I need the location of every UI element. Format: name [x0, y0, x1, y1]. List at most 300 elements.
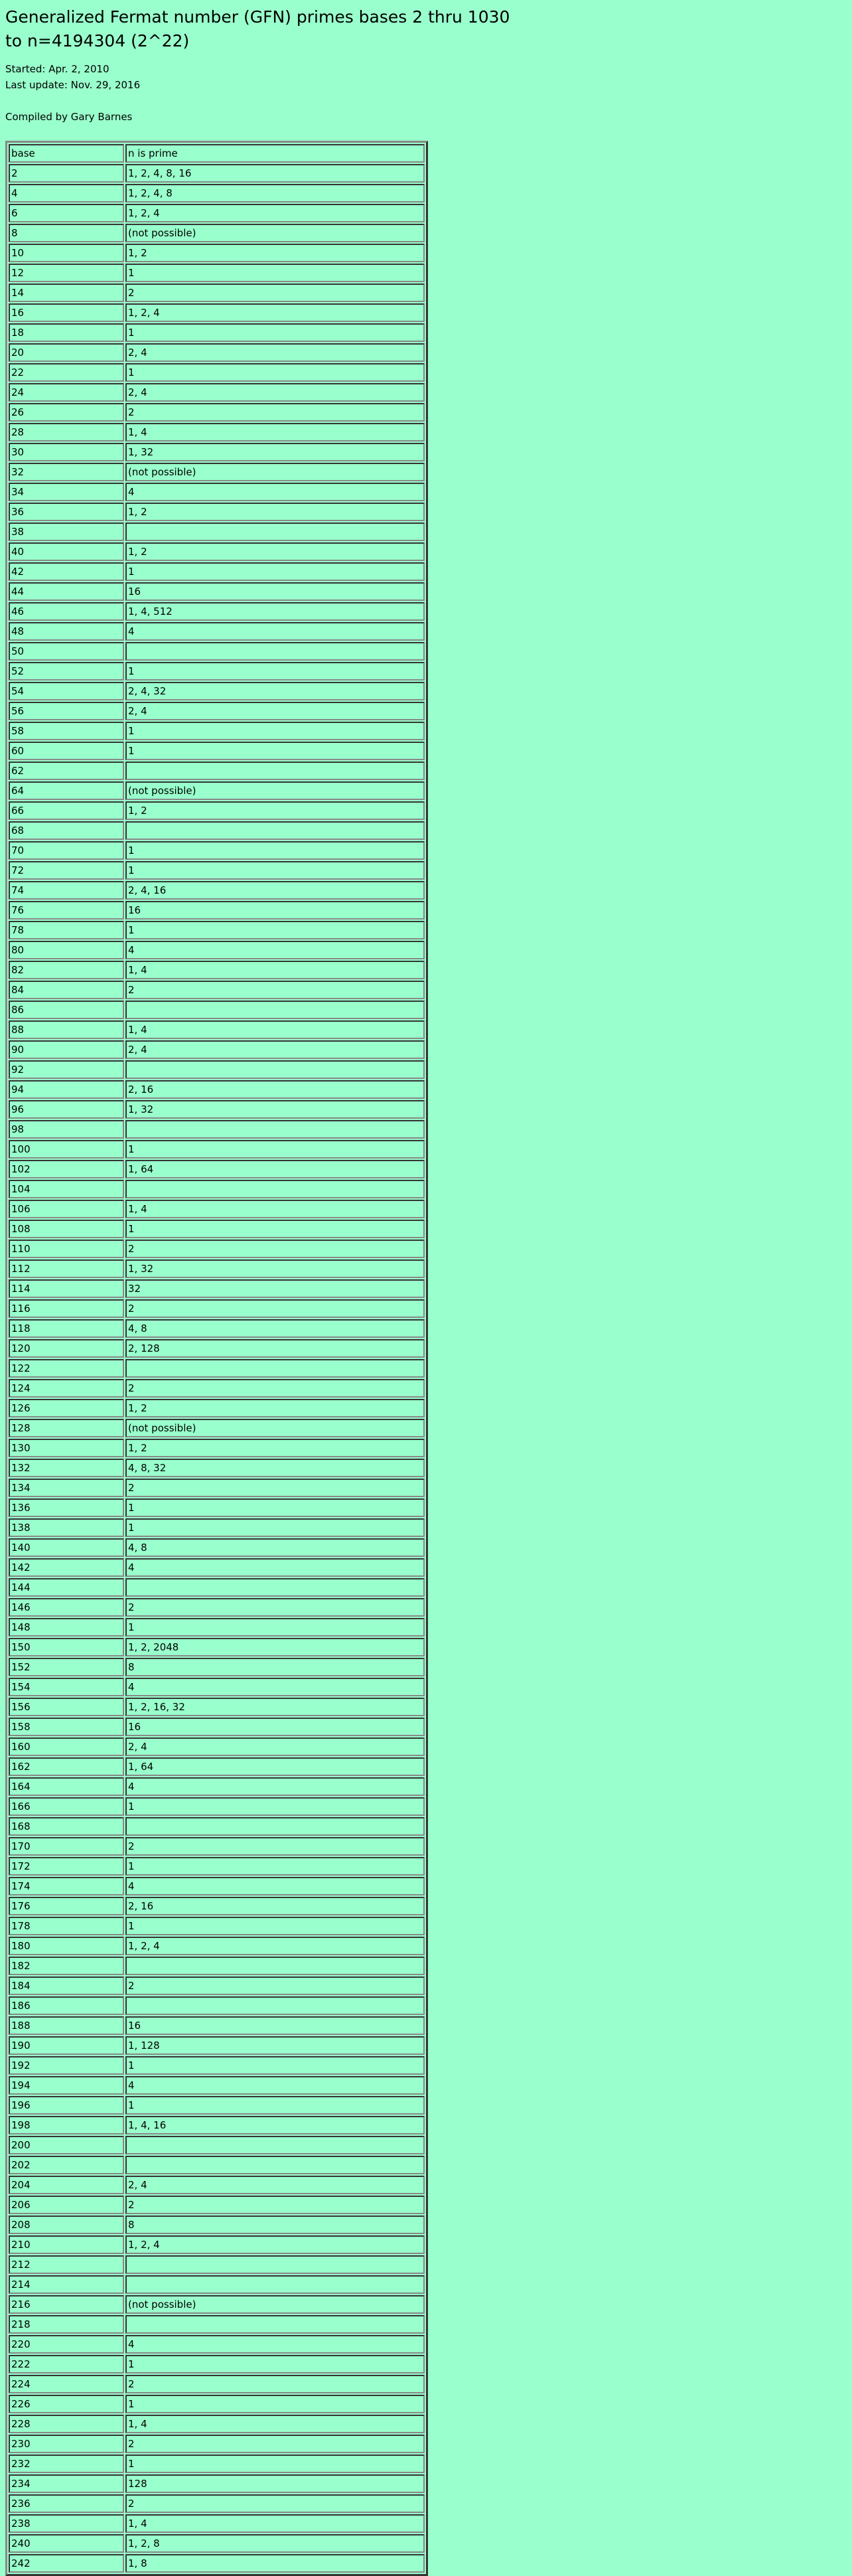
n-is-prime-cell: 2, 4: [125, 1737, 425, 1756]
base-cell: 98: [9, 1120, 124, 1139]
base-cell: 162: [9, 1757, 124, 1776]
n-is-prime-cell: 1: [125, 2056, 425, 2075]
n-is-prime-cell: 1, 2, 4, 8, 16: [125, 164, 425, 183]
n-is-prime-cell: (not possible): [125, 2295, 425, 2314]
base-cell: 152: [9, 1658, 124, 1676]
base-cell: 180: [9, 1937, 124, 1955]
base-cell: 104: [9, 1180, 124, 1198]
n-is-prime-cell: 1: [125, 1518, 425, 1537]
table-row: [9, 1718, 425, 1736]
table-row: [9, 1698, 425, 1716]
base-cell: 164: [9, 1777, 124, 1796]
base-cell: 226: [9, 2395, 124, 2413]
base-cell: 12: [9, 264, 124, 282]
base-cell: 50: [9, 642, 124, 661]
page-title: [5, 5, 852, 53]
base-cell: 44: [9, 582, 124, 601]
n-is-prime-cell: 1: [125, 921, 425, 939]
base-cell: 172: [9, 1857, 124, 1876]
n-is-prime-cell: 16: [125, 582, 425, 601]
table-row: [9, 801, 425, 820]
table-row: [9, 323, 425, 342]
n-is-prime-cell: 1: [125, 1140, 425, 1159]
table-row: [9, 821, 425, 840]
base-cell: 118: [9, 1319, 124, 1338]
table-row: [9, 981, 425, 999]
table-row: [9, 2016, 425, 2035]
table-row: [9, 1319, 425, 1338]
n-is-prime-cell: 1: [125, 861, 425, 880]
table-row: [9, 1757, 425, 1776]
base-cell: 200: [9, 2136, 124, 2154]
table-row: [9, 483, 425, 501]
base-cell: 148: [9, 1618, 124, 1637]
base-cell: 100: [9, 1140, 124, 1159]
table-row: [9, 881, 425, 900]
base-cell: 84: [9, 981, 124, 999]
n-is-prime-cell: 2: [125, 1598, 425, 1617]
base-cell: 74: [9, 881, 124, 900]
base-cell: 46: [9, 602, 124, 621]
n-is-prime-cell: 1, 4, 512: [125, 602, 425, 621]
table-row: [9, 1439, 425, 1457]
table-row: [9, 244, 425, 262]
table-row: [9, 1379, 425, 1398]
table-row: [9, 642, 425, 661]
n-is-prime-cell: 1: [125, 2096, 425, 2115]
base-cell: 66: [9, 801, 124, 820]
base-cell: 120: [9, 1339, 124, 1358]
n-is-prime-cell: 1, 4: [125, 2415, 425, 2433]
n-is-prime-cell: 2: [125, 2435, 425, 2453]
base-cell: 30: [9, 443, 124, 461]
table-row: [9, 702, 425, 720]
table-row: [9, 582, 425, 601]
n-is-prime-cell: 1, 2, 8: [125, 2534, 425, 2553]
base-cell: 4: [9, 184, 124, 202]
base-cell: 124: [9, 1379, 124, 1398]
n-is-prime-cell: 4, 8, 32: [125, 1459, 425, 1477]
base-cell: 132: [9, 1459, 124, 1477]
base-cell: 76: [9, 901, 124, 920]
n-is-prime-cell: 8: [125, 2215, 425, 2234]
title-line-1: Generalized Fermat number (GFN) primes bases 2 thru 1030: [5, 7, 510, 27]
base-cell: 26: [9, 403, 124, 422]
table-row: [9, 1837, 425, 1856]
table-row: [9, 542, 425, 561]
table-row: [9, 463, 425, 481]
base-cell: 188: [9, 2016, 124, 2035]
n-is-prime-cell: [125, 2275, 425, 2294]
base-cell: 234: [9, 2474, 124, 2493]
table-row: [9, 1339, 425, 1358]
base-cell: 176: [9, 1897, 124, 1915]
table-row: [9, 941, 425, 959]
base-cell: 102: [9, 1160, 124, 1178]
n-is-prime-cell: 4: [125, 941, 425, 959]
n-is-prime-cell: 4: [125, 1877, 425, 1895]
base-cell: 112: [9, 1259, 124, 1278]
table-row: [9, 1897, 425, 1915]
table-row: [9, 562, 425, 581]
n-is-prime-cell: 1: [125, 1797, 425, 1816]
base-cell: 58: [9, 722, 124, 740]
n-is-prime-cell: 1: [125, 662, 425, 681]
n-is-prime-cell: 2: [125, 2196, 425, 2214]
table-row: [9, 2036, 425, 2055]
table-row: [9, 1479, 425, 1497]
n-is-prime-cell: 2: [125, 1299, 425, 1318]
n-is-prime-cell: [125, 1817, 425, 1836]
n-is-prime-cell: 1, 2, 4: [125, 204, 425, 222]
n-is-prime-cell: 1, 2, 4, 8: [125, 184, 425, 202]
table-row: [9, 742, 425, 760]
title-line-2: to n=4194304 (2^22): [5, 31, 190, 50]
base-cell: 142: [9, 1558, 124, 1577]
base-cell: 6: [9, 204, 124, 222]
base-cell: 36: [9, 503, 124, 521]
base-cell: 10: [9, 244, 124, 262]
table-row: [9, 1777, 425, 1796]
table-row: [9, 781, 425, 800]
table-row: [9, 363, 425, 382]
table-row: [9, 662, 425, 681]
n-is-prime-cell: 1, 2, 2048: [125, 1638, 425, 1656]
table-row: [9, 224, 425, 242]
table-row: [9, 1200, 425, 1218]
base-cell: 166: [9, 1797, 124, 1816]
table-row: [9, 2494, 425, 2513]
base-cell: 150: [9, 1638, 124, 1656]
n-is-prime-cell: 1, 2: [125, 244, 425, 262]
n-is-prime-cell: 2: [125, 1379, 425, 1398]
table-row: [9, 1817, 425, 1836]
table-row: [9, 1976, 425, 1995]
n-is-prime-cell: (not possible): [125, 781, 425, 800]
n-is-prime-cell: 2, 4: [125, 1040, 425, 1059]
n-is-prime-cell: 2, 4, 16: [125, 881, 425, 900]
n-is-prime-cell: 2: [125, 1976, 425, 1995]
table-row: [9, 2435, 425, 2453]
n-is-prime-cell: 1, 4: [125, 2514, 425, 2533]
n-is-prime-cell: 32: [125, 1279, 425, 1298]
base-cell: 8: [9, 224, 124, 242]
n-is-prime-cell: 1, 32: [125, 1100, 425, 1119]
table-row: [9, 1917, 425, 1935]
n-is-prime-cell: 1, 32: [125, 1259, 425, 1278]
n-is-prime-cell: 1, 2: [125, 542, 425, 561]
table-row: [9, 1538, 425, 1557]
table-row: [9, 921, 425, 939]
base-cell: 228: [9, 2415, 124, 2433]
table-row: [9, 1618, 425, 1637]
n-is-prime-cell: 4: [125, 622, 425, 641]
base-cell: 24: [9, 383, 124, 402]
n-is-prime-cell: 1, 2: [125, 1399, 425, 1417]
table-row: [9, 1080, 425, 1099]
table-row: [9, 264, 425, 282]
table-row: [9, 1598, 425, 1617]
n-is-prime-cell: 2: [125, 2375, 425, 2393]
n-is-prime-cell: [125, 2136, 425, 2154]
table-row: [9, 1020, 425, 1039]
n-is-prime-cell: [125, 1060, 425, 1079]
table-row: [9, 2295, 425, 2314]
n-is-prime-cell: 1, 4: [125, 1200, 425, 1218]
n-is-prime-cell: 16: [125, 2016, 425, 2035]
base-cell: 192: [9, 2056, 124, 2075]
table-row: [9, 2116, 425, 2134]
table-row: [9, 1877, 425, 1895]
n-is-prime-cell: 1, 2, 16, 32: [125, 1698, 425, 1716]
n-is-prime-cell: 1, 4: [125, 961, 425, 979]
table-row: [9, 722, 425, 740]
table-row: [9, 164, 425, 183]
n-is-prime-cell: 2, 4, 32: [125, 682, 425, 700]
table-row: [9, 2375, 425, 2393]
base-cell: 194: [9, 2076, 124, 2095]
base-cell: 18: [9, 323, 124, 342]
table-row: [9, 1957, 425, 1975]
n-is-prime-cell: 1, 2, 4: [125, 303, 425, 322]
n-is-prime-cell: 2, 128: [125, 1339, 425, 1358]
n-is-prime-cell: 2: [125, 2494, 425, 2513]
n-is-prime-cell: [125, 1359, 425, 1378]
table-row: [9, 602, 425, 621]
n-is-prime-cell: 1: [125, 1220, 425, 1238]
base-cell: 216: [9, 2295, 124, 2314]
table-row: [9, 2235, 425, 2254]
n-is-prime-cell: [125, 1578, 425, 1597]
n-is-prime-cell: [125, 762, 425, 780]
table-row: [9, 1180, 425, 1198]
table-row: [9, 1419, 425, 1437]
base-cell: 20: [9, 343, 124, 362]
n-is-prime-cell: 1, 2: [125, 801, 425, 820]
gfn-primes-table: [5, 141, 428, 2576]
table-row: [9, 1040, 425, 1059]
n-is-prime-cell: [125, 2315, 425, 2334]
n-is-prime-cell: 2, 4: [125, 383, 425, 402]
base-cell: 40: [9, 542, 124, 561]
n-is-prime-cell: 2: [125, 1240, 425, 1258]
base-cell: 48: [9, 622, 124, 641]
n-is-prime-cell: 1: [125, 1917, 425, 1935]
base-cell: 184: [9, 1976, 124, 1995]
base-cell: 16: [9, 303, 124, 322]
n-is-prime-cell: [125, 821, 425, 840]
base-cell: 14: [9, 283, 124, 302]
table-row: [9, 682, 425, 700]
base-cell: 208: [9, 2215, 124, 2234]
base-cell: 236: [9, 2494, 124, 2513]
table-row: [9, 2474, 425, 2493]
base-cell: 114: [9, 1279, 124, 1298]
table-row: [9, 1299, 425, 1318]
n-is-prime-cell: 4, 8: [125, 1538, 425, 1557]
base-cell: 78: [9, 921, 124, 939]
table-row: [9, 762, 425, 780]
base-cell: 170: [9, 1837, 124, 1856]
base-cell: 242: [9, 2554, 124, 2573]
base-cell: 210: [9, 2235, 124, 2254]
table-row: [9, 403, 425, 422]
n-is-prime-cell: 2: [125, 283, 425, 302]
table-row: [9, 2215, 425, 2234]
base-cell: 154: [9, 1678, 124, 1696]
table-row: [9, 1518, 425, 1537]
n-is-prime-cell: 8: [125, 1658, 425, 1676]
table-row: [9, 423, 425, 442]
n-is-prime-cell: 1, 64: [125, 1160, 425, 1178]
base-cell: 28: [9, 423, 124, 442]
n-is-prime-cell: [125, 1180, 425, 1198]
n-is-prime-cell: 1: [125, 363, 425, 382]
n-is-prime-cell: (not possible): [125, 224, 425, 242]
n-is-prime-cell: 2, 4: [125, 2176, 425, 2194]
base-cell: 106: [9, 1200, 124, 1218]
table-row: [9, 1220, 425, 1238]
table-row: [9, 1100, 425, 1119]
table-row: [9, 1240, 425, 1258]
base-cell: 88: [9, 1020, 124, 1039]
base-cell: 212: [9, 2255, 124, 2274]
n-is-prime-cell: [125, 1996, 425, 2015]
n-is-prime-cell: [125, 1957, 425, 1975]
table-row: [9, 861, 425, 880]
table-row: [9, 1459, 425, 1477]
table-row: [9, 2554, 425, 2573]
n-is-prime-cell: 1: [125, 1498, 425, 1517]
n-is-prime-cell: 16: [125, 1718, 425, 1736]
table-row: [9, 1578, 425, 1597]
table-row: [9, 1558, 425, 1577]
base-cell: 214: [9, 2275, 124, 2294]
base-cell: 56: [9, 702, 124, 720]
table-row: [9, 2335, 425, 2354]
table-row: [9, 1737, 425, 1756]
base-cell: 186: [9, 1996, 124, 2015]
base-cell: 82: [9, 961, 124, 979]
base-cell: 38: [9, 523, 124, 541]
table-row: [9, 1120, 425, 1139]
n-is-prime-cell: 1: [125, 841, 425, 860]
table-row: [9, 1060, 425, 1079]
base-cell: 160: [9, 1737, 124, 1756]
base-cell: 94: [9, 1080, 124, 1099]
base-cell: 182: [9, 1957, 124, 1975]
base-cell: 2: [9, 164, 124, 183]
base-cell: 62: [9, 762, 124, 780]
n-is-prime-cell: 2: [125, 981, 425, 999]
base-cell: 146: [9, 1598, 124, 1617]
base-cell: 232: [9, 2455, 124, 2473]
n-is-prime-cell: 2: [125, 1837, 425, 1856]
base-cell: 42: [9, 562, 124, 581]
n-is-prime-cell: [125, 1001, 425, 1019]
base-cell: 54: [9, 682, 124, 700]
table-row: [9, 1001, 425, 1019]
header-base: base: [9, 144, 124, 163]
table-row: [9, 2056, 425, 2075]
table-row: [9, 443, 425, 461]
table-row: [9, 1996, 425, 2015]
table-row: [9, 2415, 425, 2433]
n-is-prime-cell: 16: [125, 901, 425, 920]
n-is-prime-cell: 1, 2: [125, 1439, 425, 1457]
n-is-prime-cell: 1: [125, 722, 425, 740]
n-is-prime-cell: 4: [125, 1678, 425, 1696]
base-cell: 136: [9, 1498, 124, 1517]
n-is-prime-cell: [125, 642, 425, 661]
base-cell: 92: [9, 1060, 124, 1079]
started-date: Started: Apr. 2, 2010: [5, 63, 109, 75]
base-cell: 198: [9, 2116, 124, 2134]
base-cell: 202: [9, 2156, 124, 2174]
n-is-prime-cell: 1: [125, 323, 425, 342]
base-cell: 64: [9, 781, 124, 800]
table-row: [9, 1140, 425, 1159]
table-row: [9, 1279, 425, 1298]
table-row: [9, 2355, 425, 2374]
table-row: [9, 2514, 425, 2533]
table-row: [9, 1937, 425, 1955]
n-is-prime-cell: 1: [125, 2355, 425, 2374]
base-cell: 80: [9, 941, 124, 959]
base-cell: 158: [9, 1718, 124, 1736]
n-is-prime-cell: 1, 4: [125, 423, 425, 442]
base-cell: 238: [9, 2514, 124, 2533]
n-is-prime-cell: 2, 4: [125, 343, 425, 362]
n-is-prime-cell: 1: [125, 2455, 425, 2473]
table-row: [9, 2395, 425, 2413]
n-is-prime-cell: 1, 32: [125, 443, 425, 461]
table-row: [9, 283, 425, 302]
table-row: [9, 2136, 425, 2154]
n-is-prime-cell: 1: [125, 2395, 425, 2413]
n-is-prime-cell: 1: [125, 742, 425, 760]
table-row: [9, 1797, 425, 1816]
base-cell: 90: [9, 1040, 124, 1059]
base-cell: 156: [9, 1698, 124, 1716]
table-row: [9, 2315, 425, 2334]
n-is-prime-cell: 2, 16: [125, 1897, 425, 1915]
base-cell: 138: [9, 1518, 124, 1537]
table-row: [9, 1359, 425, 1378]
n-is-prime-cell: 1, 128: [125, 2036, 425, 2055]
table-row: [9, 2196, 425, 2214]
table-row: [9, 184, 425, 202]
base-cell: 52: [9, 662, 124, 681]
table-row: [9, 2255, 425, 2274]
base-cell: 86: [9, 1001, 124, 1019]
table-row: [9, 1399, 425, 1417]
table-row: [9, 961, 425, 979]
header-n-is-prime: n is prime: [125, 144, 425, 163]
n-is-prime-cell: 1, 4: [125, 1020, 425, 1039]
base-cell: 204: [9, 2176, 124, 2194]
base-cell: 72: [9, 861, 124, 880]
n-is-prime-cell: 4, 8: [125, 1319, 425, 1338]
table-row: [9, 2096, 425, 2115]
table-row: [9, 204, 425, 222]
n-is-prime-cell: [125, 1120, 425, 1139]
n-is-prime-cell: 1: [125, 1857, 425, 1876]
base-cell: 230: [9, 2435, 124, 2453]
base-cell: 110: [9, 1240, 124, 1258]
base-cell: 220: [9, 2335, 124, 2354]
table-row: [9, 1259, 425, 1278]
